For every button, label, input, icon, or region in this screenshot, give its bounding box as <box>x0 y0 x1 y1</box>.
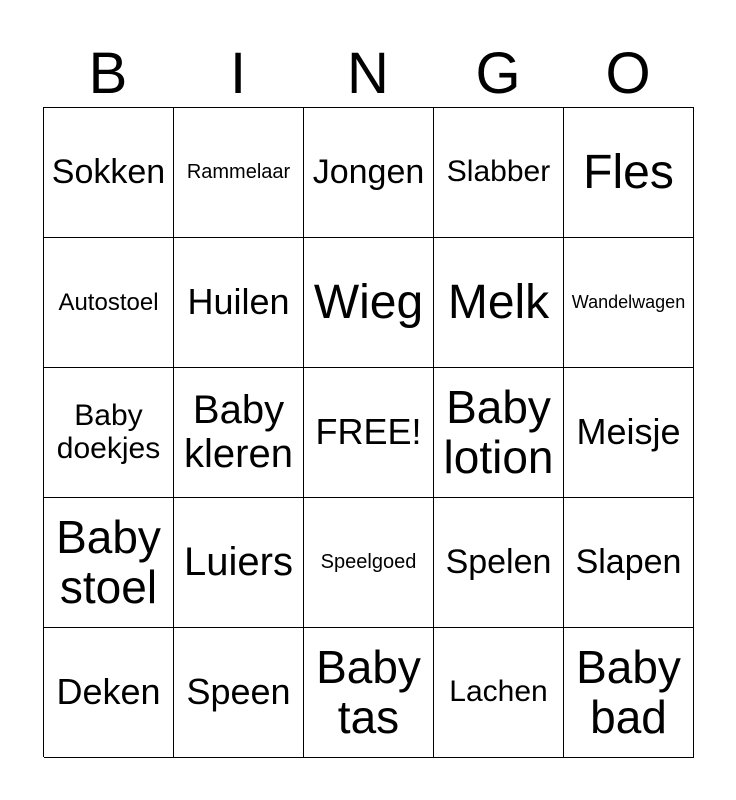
bingo-cell: Lachen <box>434 628 564 758</box>
bingo-cell: Speelgoed <box>304 498 434 628</box>
header-letter-g: G <box>475 41 521 106</box>
bingo-cell: Fles <box>564 108 694 238</box>
bingo-cell: Wandelwagen <box>564 238 694 368</box>
header-letter-i: I <box>229 41 247 106</box>
bingo-cell: Melk <box>434 238 564 368</box>
bingo-grid <box>43 107 694 757</box>
bingo-cell: Spelen <box>434 498 564 628</box>
bingo-cell: Meisje <box>564 368 694 498</box>
bingo-cell: Speen <box>174 628 304 758</box>
header-letter-o: O <box>605 41 651 106</box>
bingo-cell: Sokken <box>44 108 174 238</box>
bingo-cell: FREE! <box>304 368 434 498</box>
bingo-cell: Baby lotion <box>434 368 564 498</box>
bingo-cell: Wieg <box>304 238 434 368</box>
bingo-cell: Huilen <box>174 238 304 368</box>
bingo-cell: Baby kleren <box>174 368 304 498</box>
bingo-cell: Deken <box>44 628 174 758</box>
bingo-header <box>43 40 693 108</box>
bingo-cell: Autostoel <box>44 238 174 368</box>
header-letter-n: N <box>347 41 389 106</box>
bingo-cell: Slapen <box>564 498 694 628</box>
bingo-cell: Baby doekjes <box>44 368 174 498</box>
bingo-cell: Baby bad <box>564 628 694 758</box>
bingo-cell: Jongen <box>304 108 434 238</box>
bingo-cell: Baby tas <box>304 628 434 758</box>
bingo-cell: Baby stoel <box>44 498 174 628</box>
bingo-cell: Rammelaar <box>174 108 304 238</box>
header-letter-b: B <box>88 41 128 106</box>
bingo-cell: Slabber <box>434 108 564 238</box>
bingo-cell: Luiers <box>174 498 304 628</box>
